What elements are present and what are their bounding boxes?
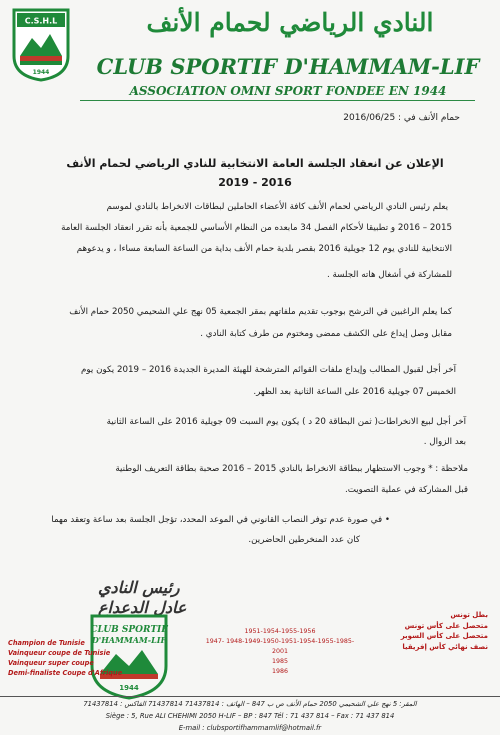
title-item: Demi-finaliste Coupe d'Afrique (8, 669, 123, 677)
years-item: 1985 (271, 658, 289, 665)
title-item: Vainqueur coupe de Tunisie (8, 649, 111, 657)
club-logo (10, 6, 72, 82)
title-item: متحصل على كأس السوبر (400, 632, 488, 640)
titles-years (200, 627, 360, 677)
paragraph-1-line-2: 2015 – 2016 و تطبيقا لأحكام الفصل 34 مابعده من النظام الأساسي للجمعية بأنه تقرر انعقاد الجلسة العامة (61, 223, 452, 233)
note2-line-2: كان عدد المنخرطين الحاضرين. (248, 535, 360, 545)
announcement-period: 2016 - 2019 (218, 176, 292, 189)
paragraph-2-line-2: مقابل وصل إيداع على الكشف ممضى ومختوم من طرف كتابة النادي . (200, 329, 452, 339)
date-line: حمام الأنف في : 2016/06/25 (343, 113, 460, 123)
paragraph-2-line-1: كما يعلم الراغبين في الترشح بوجوب تقديم ملفاتهم بمقر الجمعية 05 نهج علي الشحيمي 2050 حمام الأنف (69, 307, 452, 317)
signature-role: رئيس النادي (98, 578, 180, 597)
signature-name: عادل الدعداع (98, 598, 187, 617)
paragraph-1-line-1: يعلم رئيس النادي الرياضي لحمام الأنف كافة الأعضاء الحاملين لبطاقات الانخراط بالنادي لموسم (106, 202, 448, 212)
footer-address-arabic: المقر: 5 نهج علي الشحيمي 2050 حمام الأنف ص ب 847 – الهاتف : 71437814 71437814 الفاكس : 71437814 (83, 700, 417, 708)
years-item: 1951-1954-1955-1956 (244, 628, 316, 635)
title-item: متحصل على كأس تونس (404, 621, 488, 630)
footer-email: E-mail : clubsportifhammamlif@hotmail.fr (178, 724, 322, 732)
stamp-mid-text: D'HAMMAM-LIF (91, 635, 167, 645)
header-divider (80, 100, 475, 101)
club-subtitle: ASSOCIATION OMNI SPORT FONDEE EN 1944 (129, 84, 447, 98)
title-item: Champion de Tunisie (8, 639, 85, 647)
latin-club-title: CLUB SPORTIF D'HAMMAM-LIF (96, 54, 480, 79)
titles-list-arabic (401, 610, 488, 652)
logo-text: C.S.H.L (24, 16, 58, 26)
footer-address-latin: Siège : 5, Rue ALI CHEHIMI 2050 H-LIF – BP : 847 Tél : 71 437 814 – Fax : 71 437 814 (105, 712, 395, 720)
note-line-2: قبل المشاركة في عملية التصويت. (344, 485, 468, 495)
paragraph-1-line-3: الانتخابية للنادي يوم 12 جويلية 2016 بقصر بلدية حمام الأنف بداية من الساعة السابعة مساءا ، و يدعوهم (76, 244, 452, 254)
paragraph-3-line-1: آخر أجل لقبول المطالب وإيداع ملفات القوائم المترشحة للهيئة المديرة الجديدة 2016 – 2019 يكون يوم (81, 365, 456, 375)
titles-list-latin (8, 638, 122, 678)
years-item: 1947- 1948-1949-1950-1951-1954-1955-1985-2001 (205, 638, 355, 655)
stamp-year: 1944 (119, 684, 139, 692)
note-line-1: ملاحظة : * وجوب الاستظهار ببطاقة الانخراط بالنادي 2015 – 2016 صحبة بطاقة التعريف الوطنية (115, 464, 468, 474)
paragraph-4-line-1: آخر أجل لبيع الانخراطات( ثمن البطاقة 20 د ) يكون يوم السبت 09 جويلية 2016 على الساعة الثانية (106, 417, 466, 427)
arabic-club-title: النادي الرياضي لحمام الأنف (146, 8, 434, 37)
paragraph-4-line-2: بعد الزوال . (423, 437, 466, 447)
title-item: نصف نهائي كأس إفريقيا (402, 642, 488, 651)
announcement-title: الإعلان عن انعقاد الجلسة العامة الانتخابية للنادي الرياضي لحمام الأنف (66, 157, 444, 170)
stamp-top-text: CLUB SPORTIF (90, 625, 168, 635)
paragraph-3-line-2: الخميس 07 جويلية 2016 على الساعة الثانية بعد الظهر. (253, 387, 456, 397)
title-item: بطل تونس (450, 611, 488, 619)
logo-year: 1944 (32, 69, 50, 76)
years-item: 1986 (271, 668, 289, 675)
note2-line-1: • في صورة عدم توفر النصاب القانوني في الموعد المحدد، تؤجل الجلسة بعد ساعة وتعقد مهما (51, 515, 390, 525)
paragraph-1-line-4: للمشاركة في أشغال هاته الجلسة . (327, 270, 452, 280)
footer-divider (0, 696, 500, 697)
title-item: Vainqueur super coupe (8, 659, 94, 667)
